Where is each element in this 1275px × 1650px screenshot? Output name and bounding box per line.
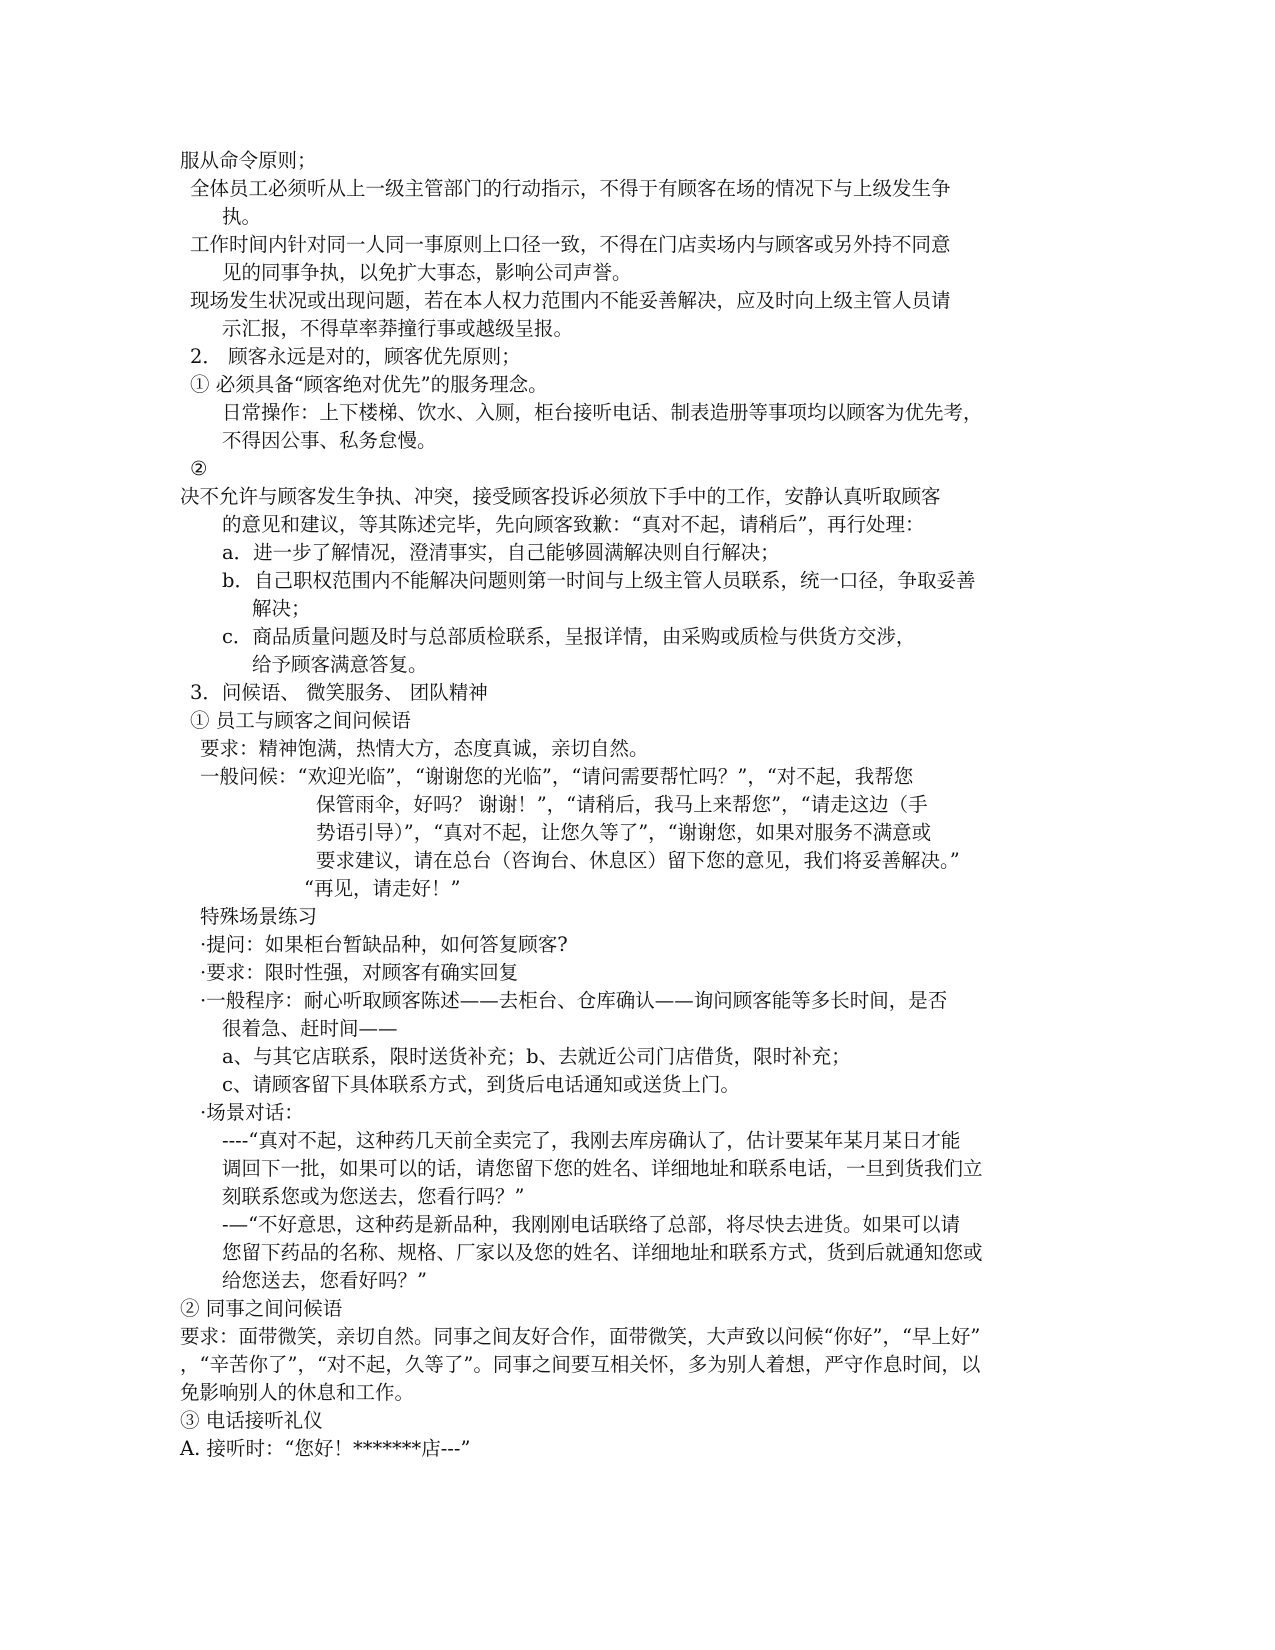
- text-line: 刻联系您或为您送去，您看行吗？”: [222, 1185, 525, 1208]
- text-line: 要求建议，请在总台（咨询台、休息区）留下您的意见，我们将妥善解决。”: [316, 849, 960, 872]
- text-line: 的意见和建议，等其陈述完毕，先向顾客致歉：“真对不起，请稍后”，再行处理：: [222, 513, 925, 536]
- text-line: 日常操作：上下楼梯、饮水、入厕，柜台接听电话、制表造册等事项均以顾客为优先考，: [222, 401, 983, 424]
- text-line: 服从命令原则；: [180, 149, 317, 172]
- text-line: c．商品质量问题及时与总部质检联系，呈报详情，由采购或质检与供货方交涉，: [222, 625, 916, 648]
- text-line: 给予顾客满意答复。: [252, 653, 428, 676]
- text-line: a．进一步了解情况，澄清事实，自己能够圆满解决则自行解决；: [222, 541, 780, 564]
- text-line: ----“真对不起，这种药几天前全卖完了，我刚去库房确认了，估计要某年某月某日才能: [222, 1129, 961, 1152]
- text-line: a、与其它店联系，限时送货补充；b、去就近公司门店借货，限时补充；: [222, 1045, 851, 1068]
- text-line: 3．问候语、 微笑服务、 团队精神: [190, 681, 488, 704]
- text-line: 特殊场景练习: [200, 905, 318, 928]
- text-line: “再见，请走好！”: [304, 877, 461, 900]
- text-line: 势语引导）”，“真对不起，让您久等了”，“谢谢您，如果对服务不满意或: [316, 821, 932, 844]
- text-line: 解决；: [252, 597, 311, 620]
- text-line: ·一般程序：耐心听取顾客陈述——去柜台、仓库确认——询问顾客能等多长时间，是否: [200, 989, 948, 1012]
- text-line: 2． 顾客永远是对的，顾客优先原则；: [190, 345, 521, 368]
- text-line: b．自己职权范围内不能解决问题则第一时间与上级主管人员联系，统一口径，争取妥善: [222, 569, 976, 592]
- text-line: 要求：面带微笑，亲切自然。同事之间友好合作，面带微笑，大声致以问候“你好”，“早上好”: [180, 1325, 981, 1348]
- text-line: 见的同事争执，以免扩大事态，影响公司声誉。: [222, 261, 632, 284]
- text-line: ·提问：如果柜台暂缺品种，如何答复顾客?: [200, 933, 568, 956]
- text-line: 调回下一批，如果可以的话，请您留下您的姓名、详细地址和联系电话，一旦到货我们立: [222, 1157, 983, 1180]
- text-line: 现场发生状况或出现问题，若在本人权力范围内不能妥善解决，应及时向上级主管人员请: [190, 289, 951, 312]
- text-line: 要求：精神饱满，热情大方，态度真诚，亲切自然。: [200, 737, 649, 760]
- text-line: -—“不好意思，这种药是新品种，我刚刚电话联络了总部，将尽快去进货。如果可以请: [222, 1213, 961, 1236]
- text-line: ① 必须具备“顾客绝对优先”的服务理念。: [190, 373, 548, 396]
- text-line: c、请顾客留下具体联系方式，到货后电话通知或送货上门。: [222, 1073, 740, 1096]
- text-line: 给您送去，您看好吗？”: [222, 1269, 427, 1292]
- text-line: ·要求：限时性强，对顾客有确实回复: [200, 961, 519, 984]
- text-line: 您留下药品的名称、规格、厂家以及您的姓名、详细地址和联系方式，货到后就通知您或: [222, 1241, 983, 1264]
- text-line: ③ 电话接听礼仪: [180, 1409, 323, 1432]
- text-line: A. 接听时：“您好！*******店---”: [180, 1437, 471, 1460]
- text-line: 一般问候：“欢迎光临”，“谢谢您的光临”，“请问需要帮忙吗？”，“对不起，我帮您: [200, 765, 914, 788]
- text-line: 工作时间内针对同一人同一事原则上口径一致，不得在门店卖场内与顾客或另外持不同意: [190, 233, 951, 256]
- text-line: ·场景对话：: [200, 1101, 304, 1124]
- text-line: ① 员工与顾客之间问候语: [190, 709, 411, 732]
- text-line: 保管雨伞，好吗？ 谢谢！”，“请稍后，我马上来帮您”，“请走这边（手: [316, 793, 928, 816]
- text-line: 执。: [222, 205, 262, 228]
- text-line: ② 同事之间问候语: [180, 1297, 343, 1320]
- text-line: 示汇报，不得草率莽撞行事或越级呈报。: [222, 317, 574, 340]
- text-line: 很着急、赶时间——: [222, 1017, 398, 1040]
- text-line: ，“辛苦你了”，“对不起，久等了”。同事之间要互相关怀，多为别人着想，严守作息时间，以: [180, 1353, 981, 1376]
- text-line: 免影响别人的休息和工作。: [180, 1381, 415, 1404]
- text-line: ②: [190, 457, 208, 480]
- text-line: 全体员工必须听从上一级主管部门的行动指示，不得于有顾客在场的情况下与上级发生争: [190, 177, 951, 200]
- text-line: 不得因公事、私务怠慢。: [222, 429, 437, 452]
- text-line: 决不允许与顾客发生争执、冲突，接受顾客投诉必须放下手中的工作，安静认真听取顾客: [180, 485, 941, 508]
